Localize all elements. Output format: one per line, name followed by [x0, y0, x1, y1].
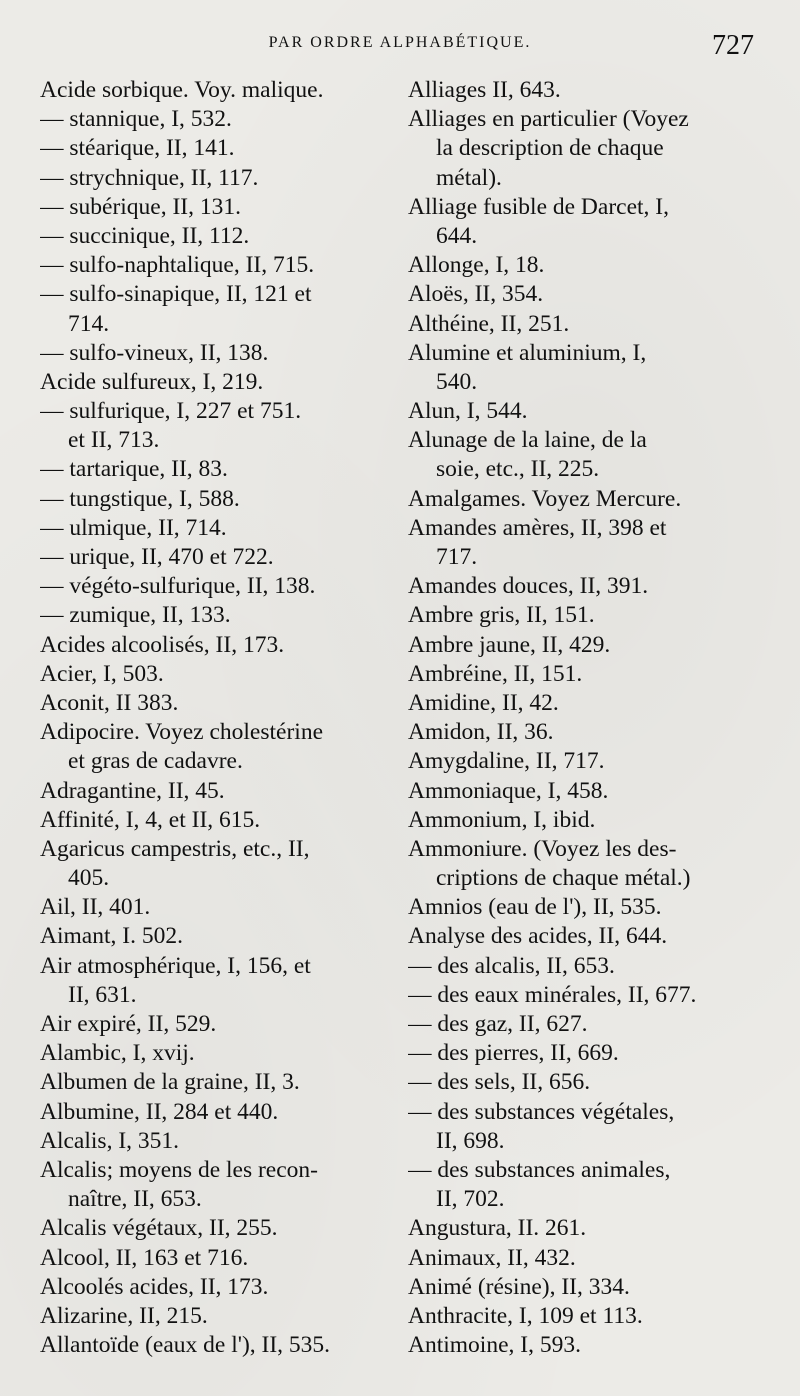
index-entry: Alcalis; moyens de les recon- [40, 1156, 318, 1183]
index-entry: Amalgames. Voyez Mercure. [408, 485, 682, 512]
index-entry: Amandes douces, II, 391. [408, 573, 649, 600]
index-entry: — des alcalis, II, 653. [408, 952, 615, 979]
index-entry: Allantoïde (eaux de l'), II, 535. [40, 1332, 331, 1359]
index-entry: Air expiré, II, 529. [40, 1011, 217, 1037]
index-entry: Animaux, II, 432. [408, 1244, 576, 1271]
index-entry: — sulfo-vineux, II, 138. [40, 339, 269, 366]
index-entry: Ambre gris, II, 151. [408, 602, 595, 629]
index-entry: — zumique, II, 133. [40, 602, 231, 629]
index-entry: Alcoolés acides, II, 173. [40, 1273, 269, 1300]
index-entry: Alcalis végétaux, II, 255. [40, 1215, 278, 1242]
index-entry: II, 631. [68, 981, 137, 1008]
index-entry: Althéine, II, 251. [408, 310, 570, 337]
index-entry: et II, 713. [68, 427, 160, 454]
index-entry: Allonge, I, 18. [408, 252, 545, 279]
index-entry: — ulmique, II, 714. [40, 514, 227, 541]
index-entry: Amnios (eau de l'), II, 535. [408, 894, 662, 921]
index-column-right [408, 76, 760, 1360]
index-entry: 644. [436, 222, 478, 249]
index-entry: Acide sorbique. Voy. malique. [40, 77, 324, 103]
index-entry: Albumen de la graine, II, 3. [40, 1069, 300, 1096]
index-entry: Aimant, I. 502. [40, 923, 183, 950]
index-entry: la description de chaque [436, 135, 664, 162]
index-entry: — des eaux minérales, II, 677. [408, 981, 697, 1008]
index-entry: et gras de cadavre. [68, 748, 243, 775]
index-entry: — subérique, II, 131. [40, 193, 242, 220]
index-entry: Alcalis, I, 351. [40, 1127, 180, 1154]
index-entry: Amandes amères, II, 398 et [408, 514, 667, 541]
index-entry: Agaricus campestris, etc., II, [40, 835, 310, 862]
index-entry: Alliage fusible de Darcet, I, [408, 193, 670, 220]
index-entry: métal). [436, 164, 502, 191]
index-entry: Ammoniaque, I, 458. [408, 777, 609, 804]
index-column-left [40, 76, 396, 1360]
index-entry: — des gaz, II, 627. [408, 1011, 588, 1037]
index-entry: — urique, II, 470 et 722. [40, 544, 274, 570]
index-entry: criptions de chaque métal.) [436, 865, 691, 892]
index-entry: Alambic, I, xvij. [40, 1040, 195, 1067]
index-entry: Adragantine, II, 45. [40, 777, 225, 804]
index-entry: — stéarique, II, 141. [40, 135, 235, 162]
index-entry: — sulfo-naphtalique, II, 715. [40, 252, 315, 279]
index-entry: Alizarine, II, 215. [40, 1302, 208, 1329]
index-entry: Alliages en particulier (Voyez [408, 106, 689, 133]
index-entry: Ail, II, 401. [40, 894, 151, 921]
index-entry: Air atmosphérique, I, 156, et [40, 952, 311, 979]
index-entry: — des substances animales, [408, 1156, 671, 1183]
index-entry: 714. [68, 310, 110, 337]
index-entry: Anthracite, I, 109 et 113. [408, 1302, 643, 1329]
index-entry: — des sels, II, 656. [408, 1069, 591, 1096]
index-entry: — tartarique, II, 83. [40, 456, 228, 483]
index-entry: Angustura, II. 261. [408, 1215, 587, 1242]
index-entry: 540. [436, 368, 478, 395]
running-title: PAR ORDRE ALPHABÉTIQUE. [268, 34, 532, 51]
page-number: 727 [712, 30, 754, 61]
index-entry: Ammonium, I, ibid. [408, 806, 596, 833]
index-entry: Animé (résine), II, 334. [408, 1273, 630, 1300]
page-header [0, 30, 800, 66]
index-entry: soie, etc., II, 225. [436, 456, 600, 483]
index-entry: Amidine, II, 42. [408, 689, 559, 716]
index-entry: — strychnique, II, 117. [40, 164, 259, 191]
index-entry: Aconit, II 383. [40, 689, 179, 716]
index-entry: Affinité, I, 4, et II, 615. [40, 806, 261, 833]
index-entry: Amidon, II, 36. [408, 719, 554, 746]
index-entry: Acide sulfureux, I, 219. [40, 368, 264, 395]
index-entry: — végéto-sulfurique, II, 138. [40, 573, 316, 600]
index-entry: — stannique, I, 532. [40, 106, 232, 133]
index-entry: Adipocire. Voyez cholestérine [40, 719, 323, 746]
index-entry: II, 702. [436, 1186, 505, 1213]
index-entry: — tungstique, I, 588. [40, 485, 240, 512]
index-entry: Amygdaline, II, 717. [408, 748, 605, 775]
index-entry: naître, II, 653. [68, 1186, 202, 1213]
index-entry: Acier, I, 503. [40, 660, 164, 687]
index-entry: — des pierres, II, 669. [408, 1040, 619, 1067]
index-entry: Alcool, II, 163 et 716. [40, 1244, 249, 1271]
index-entry: Analyse des acides, II, 644. [408, 923, 668, 950]
index-entry: II, 698. [436, 1127, 505, 1154]
index-entry: Aloës, II, 354. [408, 281, 544, 308]
index-entry: 717. [436, 544, 478, 570]
index-entry: Alumine et aluminium, I, [408, 339, 647, 366]
index-entry: — sulfo-sinapique, II, 121 et [40, 281, 312, 308]
index-entry: 405. [68, 865, 110, 892]
index-entry: Antimoine, I, 593. [408, 1332, 581, 1359]
index-entry: — des substances végétales, [408, 1098, 675, 1125]
index-entry: Alun, I, 544. [408, 398, 528, 425]
index-entry: Ammoniure. (Voyez les des- [408, 835, 677, 862]
index-entry: Ambréine, II, 151. [408, 660, 583, 687]
index-entry: — sulfurique, I, 227 et 751. [40, 398, 302, 425]
index-entry: Acides alcoolisés, II, 173. [40, 631, 285, 658]
index-entry: — succinique, II, 112. [40, 222, 250, 249]
index-entry: Alunage de la laine, de la [408, 427, 647, 454]
index-entry: Albumine, II, 284 et 440. [40, 1098, 279, 1125]
index-entry: Ambre jaune, II, 429. [408, 631, 611, 658]
index-entry: Alliages II, 643. [408, 77, 561, 103]
